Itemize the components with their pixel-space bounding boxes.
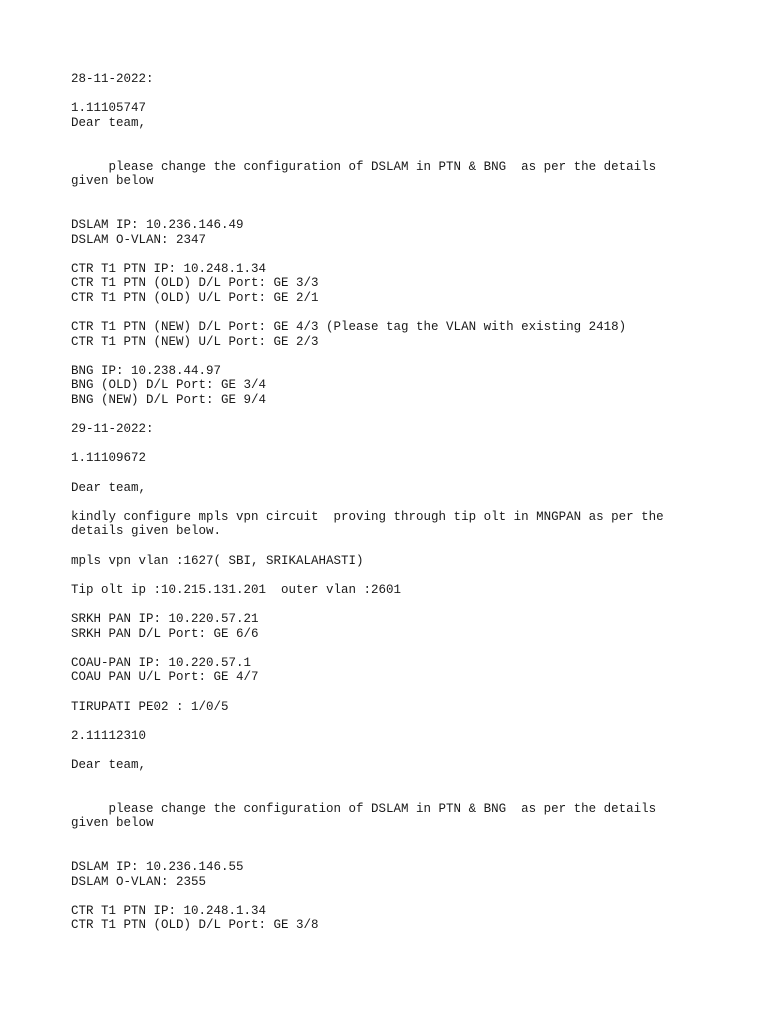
greeting: Dear team, bbox=[71, 115, 147, 130]
detail-line: COAU PAN U/L Port: GE 4/7 bbox=[71, 670, 259, 685]
detail-line: CTR T1 PTN (OLD) D/L Port: GE 3/3 bbox=[71, 276, 319, 291]
detail-line: DSLAM IP: 10.236.146.49 bbox=[71, 217, 244, 232]
ticket-number: 2.11112310 bbox=[71, 728, 147, 743]
detail-line: mpls vpn vlan :1627( SBI, SRIKALAHASTI) bbox=[71, 553, 364, 568]
detail-line: BNG (NEW) D/L Port: GE 9/4 bbox=[71, 393, 267, 408]
date-heading: 29-11-2022: bbox=[71, 422, 154, 437]
detail-line: BNG IP: 10.238.44.97 bbox=[71, 363, 222, 378]
detail-line: COAU-PAN IP: 10.220.57.1 bbox=[71, 655, 252, 670]
date-heading: 28-11-2022: bbox=[71, 72, 154, 86]
ticket-number: 1.11109672 bbox=[71, 451, 147, 466]
request-text-cont: details given below. bbox=[71, 524, 222, 539]
detail-line: CTR T1 PTN (OLD) D/L Port: GE 3/8 bbox=[71, 918, 319, 933]
detail-line: DSLAM O-VLAN: 2347 bbox=[71, 232, 207, 247]
detail-line: SRKH PAN IP: 10.220.57.21 bbox=[71, 611, 259, 626]
document-page bbox=[71, 72, 731, 933]
detail-line: DSLAM IP: 10.236.146.55 bbox=[71, 860, 244, 875]
detail-line: Tip olt ip :10.215.131.201 outer vlan :2601 bbox=[71, 582, 402, 597]
request-text: kindly configure mpls vpn circuit proving through tip olt in MNGPAN as per the bbox=[71, 509, 664, 524]
detail-line: DSLAM O-VLAN: 2355 bbox=[71, 874, 207, 889]
detail-line: CTR T1 PTN (NEW) U/L Port: GE 2/3 bbox=[71, 334, 319, 349]
request-text: please change the configuration of DSLAM in PTN & BNG as per the details bbox=[71, 801, 657, 816]
request-text-cont: given below bbox=[71, 174, 154, 189]
detail-line: CTR T1 PTN IP: 10.248.1.34 bbox=[71, 903, 267, 918]
greeting: Dear team, bbox=[71, 757, 147, 772]
greeting: Dear team, bbox=[71, 480, 147, 495]
detail-line: TIRUPATI PE02 : 1/0/5 bbox=[71, 699, 229, 714]
request-text: please change the configuration of DSLAM in PTN & BNG as per the details bbox=[71, 159, 657, 174]
request-text-cont: given below bbox=[71, 816, 154, 831]
detail-line: BNG (OLD) D/L Port: GE 3/4 bbox=[71, 378, 267, 393]
detail-line: CTR T1 PTN IP: 10.248.1.34 bbox=[71, 261, 267, 276]
detail-line: CTR T1 PTN (NEW) D/L Port: GE 4/3 (Please tag the VLAN with existing 2418) bbox=[71, 320, 627, 335]
detail-line: SRKH PAN D/L Port: GE 6/6 bbox=[71, 626, 259, 641]
detail-line: CTR T1 PTN (OLD) U/L Port: GE 2/1 bbox=[71, 290, 319, 305]
ticket-number: 1.11105747 bbox=[71, 101, 147, 116]
